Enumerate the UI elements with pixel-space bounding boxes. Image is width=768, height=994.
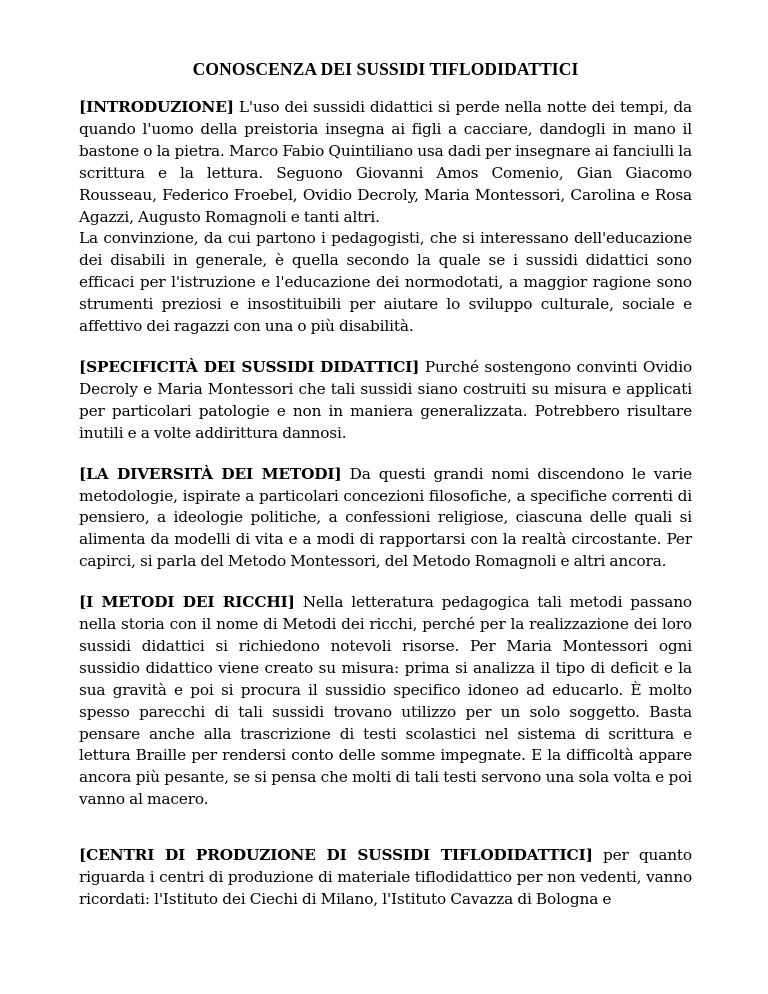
section-heading: [INTRODUZIONE] <box>79 98 234 116</box>
section-diversita-metodi <box>79 464 692 574</box>
section-centri-produzione <box>79 845 692 911</box>
section-heading: [CENTRI DI PRODUZIONE DI SUSSIDI TIFLODIDATTICI] <box>79 846 593 865</box>
section-specificita <box>79 357 692 445</box>
section-introduzione <box>79 97 692 228</box>
document-page <box>79 58 692 911</box>
section-text: Purché sostengono convinti Ovidio Decroly e Maria Montessori che tali sussidi siano costruiti su misura e applicati per particolari patologie e non in maniera generalizzata. Potrebbero risultare inutili e a volte addirittura dannosi. <box>79 357 692 442</box>
section-metodi-ricchi <box>79 592 692 811</box>
section-heading: [SPECIFICITÀ DEI SUSSIDI DIDATTICI] <box>79 357 420 376</box>
section-introduzione-continued: La convinzione, da cui partono i pedagogisti, che si interessano dell'educazione dei disabili in generale, è quella secondo la quale se i sussidi didattici sono efficaci per l'istruzione e l'educazione dei normodotati, a maggior ragione sono strumenti preziosi e insostituibili per aiutare lo sviluppo culturale, sociale e affettivo dei ragazzi con una o più disabilità. <box>79 229 692 336</box>
section-heading: [LA DIVERSITÀ DEI METODI] <box>79 464 342 483</box>
section-text: L'uso dei sussidi didattici si perde nella notte dei tempi, da quando l'uomo della preistoria insegna ai figli a cacciare, dandogli in mano il bastone o la pietra. Marco Fabio Quintiliano usa dadi per insegnare ai fanciulli la scrittura e la lettura. Seguono Giovanni Amos Comenio, Gian Giacomo Rousseau, Federico Froebel, Ovidio Decroly, Maria Montessori, Carolina e Rosa Agazzi, Augusto Romagnoli e tanti altri. <box>79 98 692 226</box>
section-text: Nella letteratura pedagogica tali metodi passano nella storia con il nome di Metodi dei ricchi, perché per la realizzazione dei loro sussidi didattici si richiedono notevoli risorse. Per Maria Montessori ogni sussidio didattico viene creato su misura: prima si analizza il tipo di deficit e la sua gravità e poi si procura il sussidio specifico idoneo ad educarlo. È molto spesso parecchi di tali sussidi trovano utilizzo per un solo soggetto. Basta pensare anche alla trascrizione di testi scolastici nel sistema di scrittura e lettura Braille per rendersi conto delle somme impegnate. E la difficoltà appare ancora più pesante, se si pensa che molti di tali testi servono una sola volta e poi vanno al macero. <box>79 593 692 809</box>
section-text: per quanto riguarda i centri di produzione di materiale tiflodidattico per non vedenti, vanno ricordati: l'Istituto dei Ciechi di Milano, l'Istituto Cavazza di Bologna e <box>79 846 692 908</box>
section-text: Da questi grandi nomi discendono le varie metodologie, ispirate a particolari concezioni filosofiche, a specifiche correnti di pensiero, a ideologie politiche, a confessioni religiose, ciascuna delle quali si alimenta da modelli di vita e a modi di rapportarsi con la realtà circostante. Per capirci, si parla del Metodo Montessori, del Metodo Romagnoli e altri ancora. <box>79 464 692 571</box>
document-title: CONOSCENZA DEI SUSSIDI TIFLODIDATTICI <box>192 59 579 79</box>
section-heading: [I METODI DEI RICCHI] <box>79 593 295 612</box>
